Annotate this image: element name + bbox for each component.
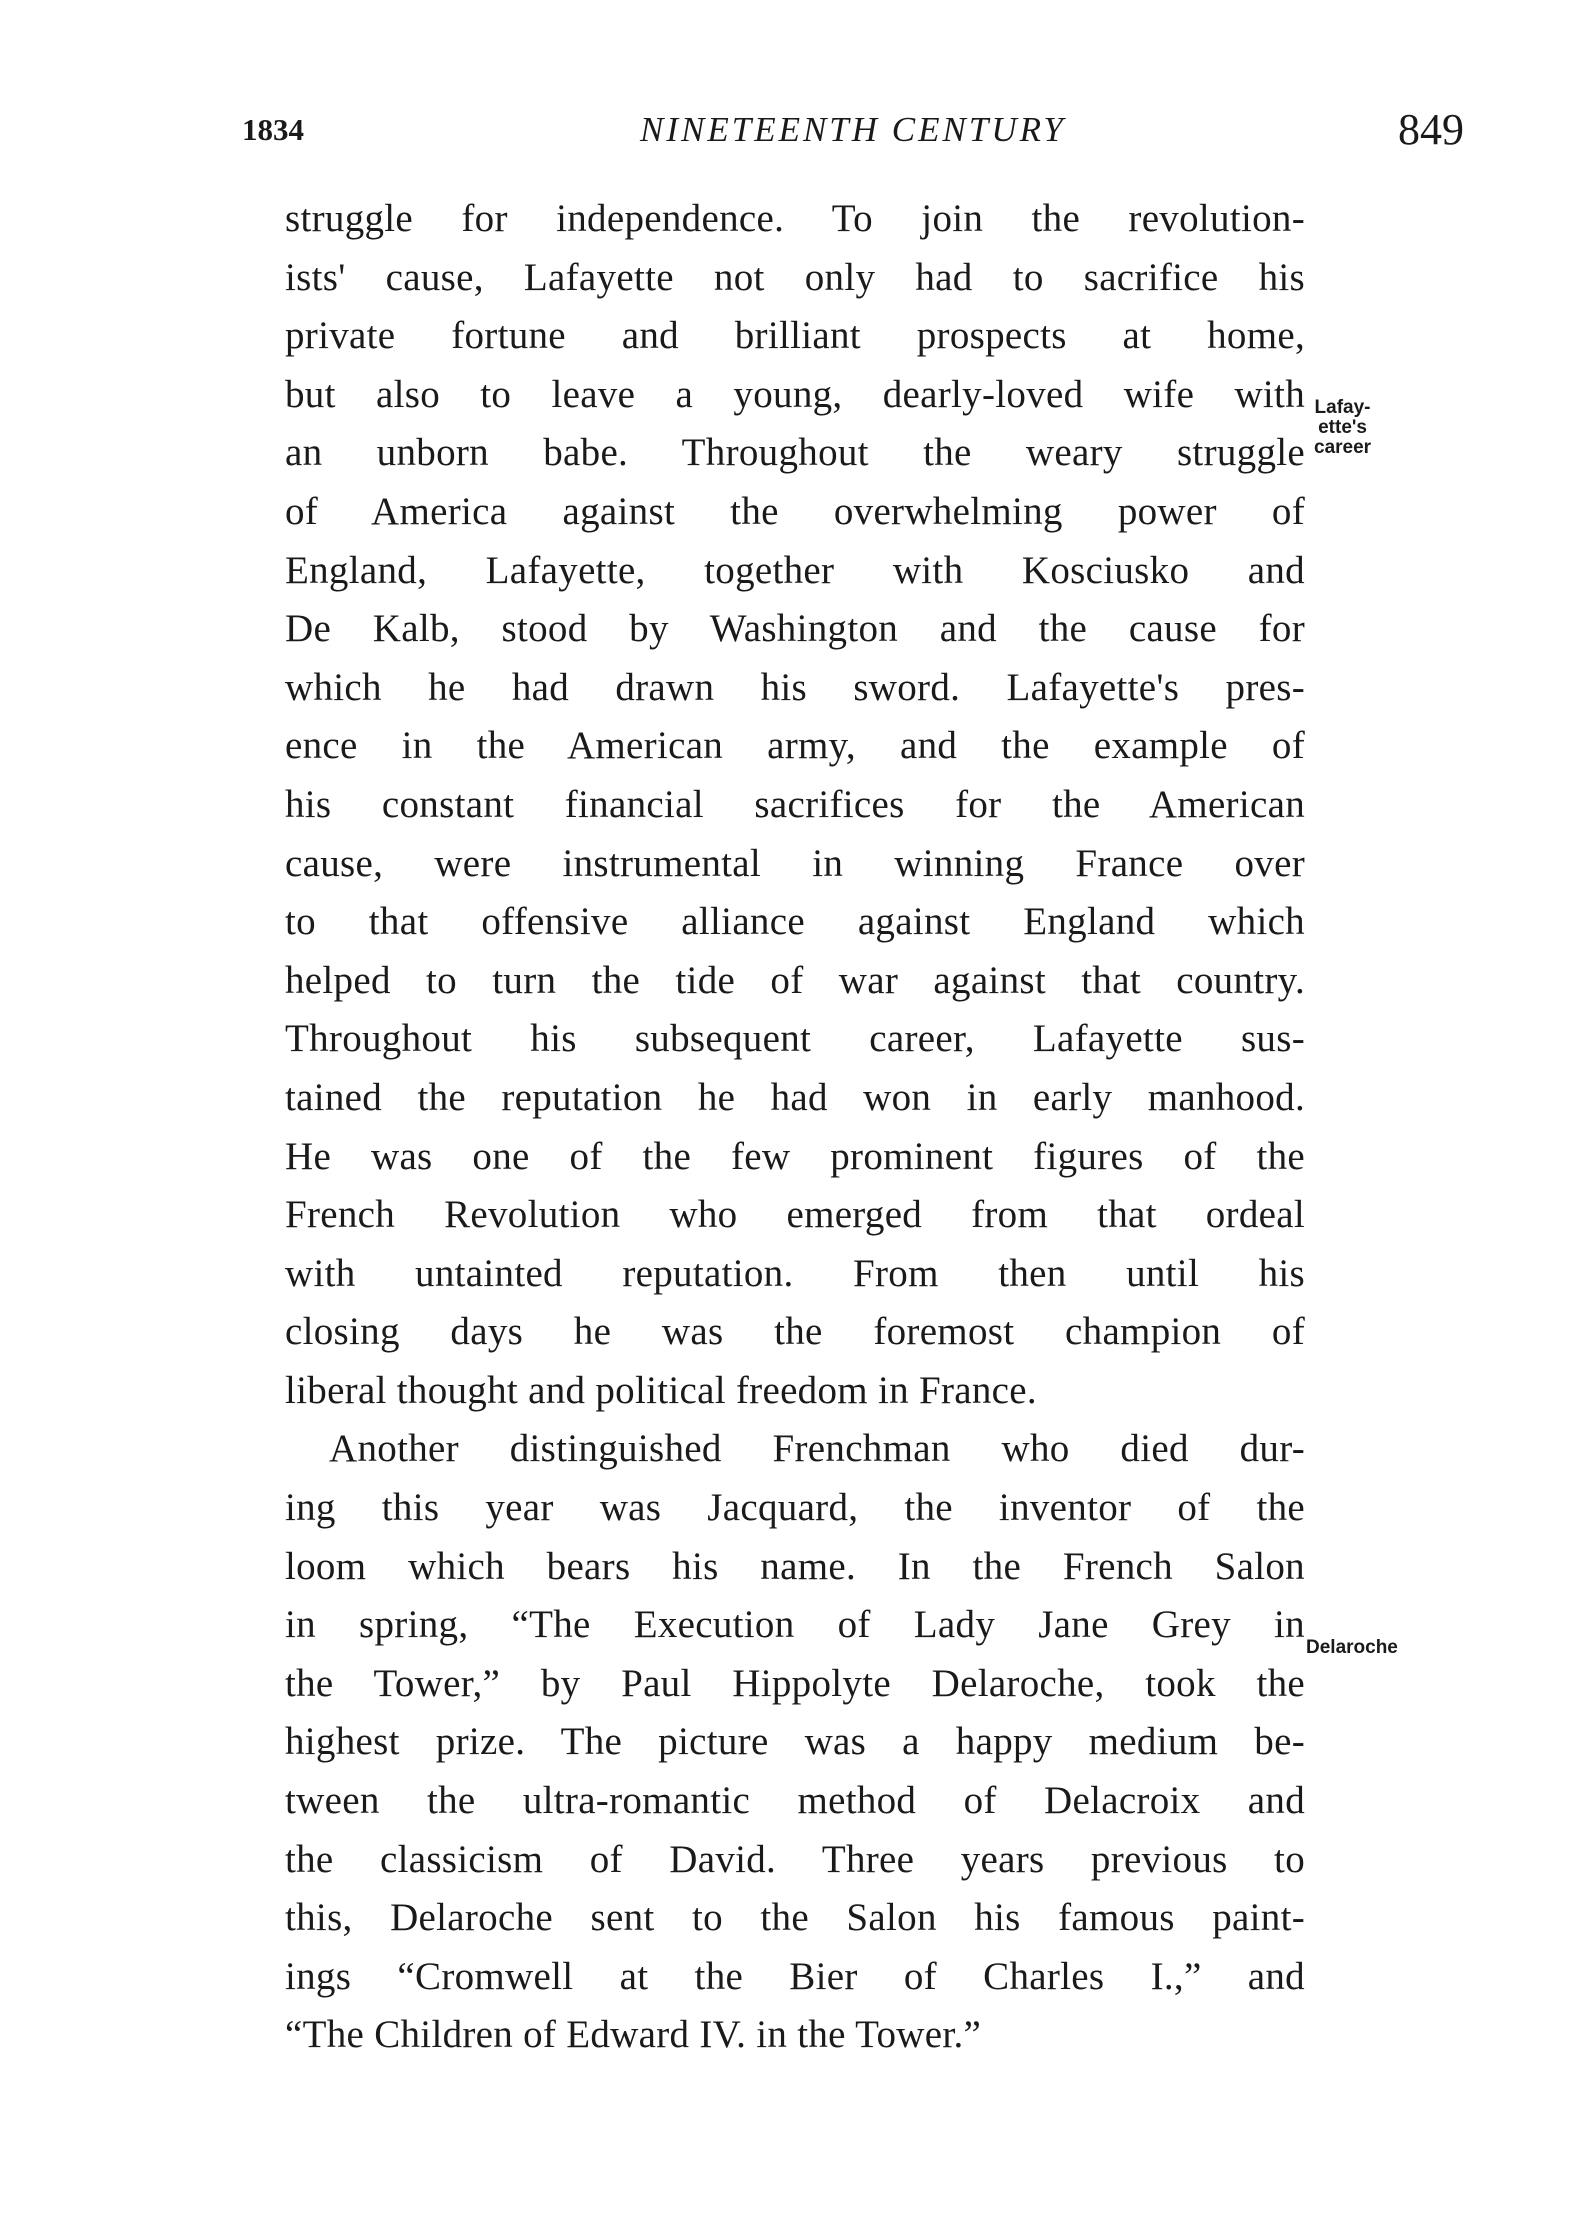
- text-line: helped to turn the tide of war against that country.: [285, 958, 1305, 1002]
- text-line: cause, were instrumental in winning France over: [285, 841, 1305, 885]
- text-line: private fortune and brilliant prospects at home,: [285, 314, 1305, 358]
- running-header: [0, 104, 1576, 164]
- text-line: loom which bears his name. In the French Salon: [285, 1544, 1305, 1588]
- text-line: De Kalb, stood by Washington and the cause for: [285, 607, 1305, 651]
- text-line: his constant financial sacrifices for the American: [285, 782, 1305, 826]
- text-line: which he had drawn his sword. Lafayette's pres-: [285, 665, 1305, 709]
- text-line: struggle for independence. To join the revolution-: [285, 197, 1305, 240]
- text-line: ing this year was Jacquard, the inventor of the: [285, 1486, 1305, 1530]
- paragraph-jacquard-delaroche: [285, 1420, 1305, 2065]
- header-title: NINETEENTH CENTURY: [640, 110, 1066, 149]
- text-line: in spring, “The Execution of Lady Jane Grey in: [285, 1603, 1305, 1647]
- text-line: an unborn babe. Throughout the weary struggle: [285, 431, 1305, 475]
- text-line: French Revolution who emerged from that ordeal: [285, 1193, 1305, 1237]
- body-text: [285, 190, 1305, 2065]
- text-line: ence in the American army, and the example of: [285, 724, 1305, 768]
- text-line: Throughout his subsequent career, Lafayette sus-: [285, 1017, 1305, 1061]
- text-line: this, Delaroche sent to the Salon his famous paint-: [285, 1896, 1305, 1940]
- text-line: the classicism of David. Three years previous to: [285, 1837, 1305, 1881]
- text-line: of America against the overwhelming power of: [285, 489, 1305, 533]
- text-line: with untainted reputation. From then until his: [285, 1251, 1305, 1295]
- page-number: 849: [1398, 105, 1464, 154]
- text-line: ings “Cromwell at the Bier of Charles I.,” and: [285, 1954, 1305, 1998]
- text-line: to that offensive alliance against England which: [285, 900, 1305, 944]
- sidenote-line: career: [1314, 437, 1372, 458]
- text-line: ists' cause, Lafayette not only had to sacrifice his: [285, 255, 1305, 299]
- text-line: closing days he was the foremost champion of: [285, 1310, 1305, 1354]
- sidenote-line: Delaroche: [1306, 1637, 1398, 1658]
- header-year: 1834: [242, 112, 304, 147]
- text-line: “The Children of Edward IV. in the Tower.”: [285, 2013, 982, 2057]
- text-line: tween the ultra-romantic method of Delacroix and: [285, 1779, 1305, 1823]
- paragraph-lafayette: [285, 190, 1305, 1420]
- text-line: liberal thought and political freedom in France.: [285, 1368, 1037, 1412]
- text-line: He was one of the few prominent figures of the: [285, 1134, 1305, 1178]
- text-line: England, Lafayette, together with Kosciusko and: [285, 548, 1305, 592]
- text-line: tained the reputation he had won in early manhood.: [285, 1075, 1305, 1119]
- sidenote-line: ette's: [1318, 417, 1367, 438]
- sidenote-lafayette-career: [1314, 398, 1371, 458]
- sidenote-delaroche: [1306, 1638, 1398, 1658]
- text-line: but also to leave a young, dearly-loved wife with: [285, 372, 1305, 416]
- text-line: Another distinguished Frenchman who died dur-: [329, 1427, 1305, 1471]
- sidenote-line: Lafay-: [1314, 397, 1371, 418]
- text-line: highest prize. The picture was a happy medium be-: [285, 1720, 1305, 1764]
- text-line: the Tower,” by Paul Hippolyte Delaroche, took the: [285, 1661, 1305, 1705]
